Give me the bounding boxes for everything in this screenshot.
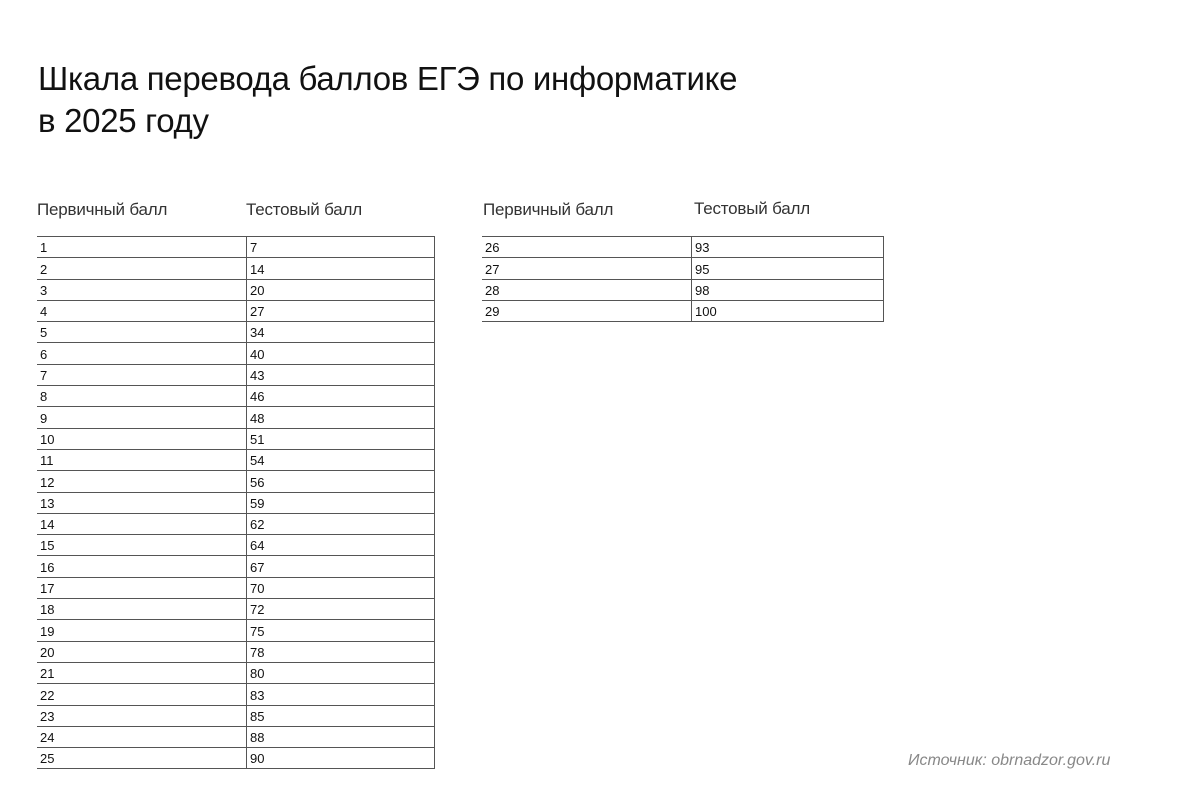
test-score-cell: 70 — [247, 577, 435, 598]
table-row — [37, 471, 435, 492]
table-row — [37, 513, 435, 534]
test-score-cell: 54 — [247, 449, 435, 470]
primary-score-cell: 8 — [37, 386, 247, 407]
test-score-cell: 56 — [247, 471, 435, 492]
test-score-cell: 90 — [247, 748, 435, 769]
table-row — [482, 237, 884, 258]
left-primary-score-header: Первичный балл — [37, 200, 168, 219]
primary-score-cell: 6 — [37, 343, 247, 364]
test-score-cell: 46 — [247, 386, 435, 407]
primary-score-cell: 21 — [37, 662, 247, 683]
test-score-cell: 34 — [247, 322, 435, 343]
primary-score-cell: 18 — [37, 599, 247, 620]
table-row — [37, 599, 435, 620]
test-score-cell: 59 — [247, 492, 435, 513]
table-row — [37, 258, 435, 279]
source-note: Источник: obrnadzor.gov.ru — [908, 752, 1111, 769]
table-row — [37, 748, 435, 769]
test-score-cell: 43 — [247, 364, 435, 385]
test-score-cell: 95 — [692, 258, 884, 279]
test-score-cell: 7 — [247, 237, 435, 258]
primary-score-cell: 1 — [37, 237, 247, 258]
table-row — [37, 556, 435, 577]
primary-score-cell: 7 — [37, 364, 247, 385]
table-row — [37, 300, 435, 321]
primary-score-cell: 5 — [37, 322, 247, 343]
test-score-cell: 100 — [692, 300, 884, 321]
primary-score-cell: 13 — [37, 492, 247, 513]
test-score-cell: 83 — [247, 684, 435, 705]
table-row — [37, 662, 435, 683]
page-title-line-1: Шкала перевода баллов ЕГЭ по информатике — [38, 60, 738, 97]
primary-score-cell: 10 — [37, 428, 247, 449]
primary-score-cell: 24 — [37, 726, 247, 747]
primary-score-cell: 14 — [37, 513, 247, 534]
left-test-score-header: Тестовый балл — [246, 200, 362, 219]
test-score-cell: 93 — [692, 237, 884, 258]
primary-score-cell: 26 — [482, 237, 692, 258]
primary-score-cell: 16 — [37, 556, 247, 577]
right-primary-score-header: Первичный балл — [483, 200, 614, 219]
table-row — [37, 449, 435, 470]
primary-score-cell: 3 — [37, 279, 247, 300]
table-row — [37, 620, 435, 641]
table-row — [482, 258, 884, 279]
primary-score-cell: 2 — [37, 258, 247, 279]
test-score-cell: 80 — [247, 662, 435, 683]
table-row — [482, 300, 884, 321]
table-row — [37, 684, 435, 705]
test-score-cell: 48 — [247, 407, 435, 428]
table-row — [37, 279, 435, 300]
primary-score-cell: 22 — [37, 684, 247, 705]
primary-score-cell: 28 — [482, 279, 692, 300]
primary-score-cell: 15 — [37, 535, 247, 556]
table-row — [37, 386, 435, 407]
primary-score-cell: 27 — [482, 258, 692, 279]
table-row — [37, 343, 435, 364]
score-table-right — [482, 236, 884, 322]
primary-score-cell: 11 — [37, 449, 247, 470]
table-row — [37, 577, 435, 598]
primary-score-cell: 25 — [37, 748, 247, 769]
table-row — [37, 705, 435, 726]
table-row — [37, 428, 435, 449]
table-row — [37, 237, 435, 258]
test-score-cell: 20 — [247, 279, 435, 300]
test-score-cell: 62 — [247, 513, 435, 534]
table-row — [37, 492, 435, 513]
test-score-cell: 72 — [247, 599, 435, 620]
test-score-cell: 88 — [247, 726, 435, 747]
page-title — [38, 58, 737, 142]
test-score-cell: 14 — [247, 258, 435, 279]
table-row — [37, 322, 435, 343]
test-score-cell: 40 — [247, 343, 435, 364]
primary-score-cell: 9 — [37, 407, 247, 428]
table-row — [37, 641, 435, 662]
right-test-score-header: Тестовый балл — [694, 199, 810, 218]
test-score-cell: 98 — [692, 279, 884, 300]
table-row — [482, 279, 884, 300]
primary-score-cell: 19 — [37, 620, 247, 641]
table-row — [37, 364, 435, 385]
primary-score-cell: 20 — [37, 641, 247, 662]
test-score-cell: 64 — [247, 535, 435, 556]
test-score-cell: 67 — [247, 556, 435, 577]
primary-score-cell: 23 — [37, 705, 247, 726]
test-score-cell: 27 — [247, 300, 435, 321]
test-score-cell: 75 — [247, 620, 435, 641]
primary-score-cell: 29 — [482, 300, 692, 321]
test-score-cell: 78 — [247, 641, 435, 662]
page-title-line-2: в 2025 году — [38, 102, 209, 139]
table-row — [37, 535, 435, 556]
score-table-left — [37, 236, 435, 769]
table-row — [37, 407, 435, 428]
table-row — [37, 726, 435, 747]
test-score-cell: 85 — [247, 705, 435, 726]
test-score-cell: 51 — [247, 428, 435, 449]
primary-score-cell: 17 — [37, 577, 247, 598]
primary-score-cell: 4 — [37, 300, 247, 321]
primary-score-cell: 12 — [37, 471, 247, 492]
